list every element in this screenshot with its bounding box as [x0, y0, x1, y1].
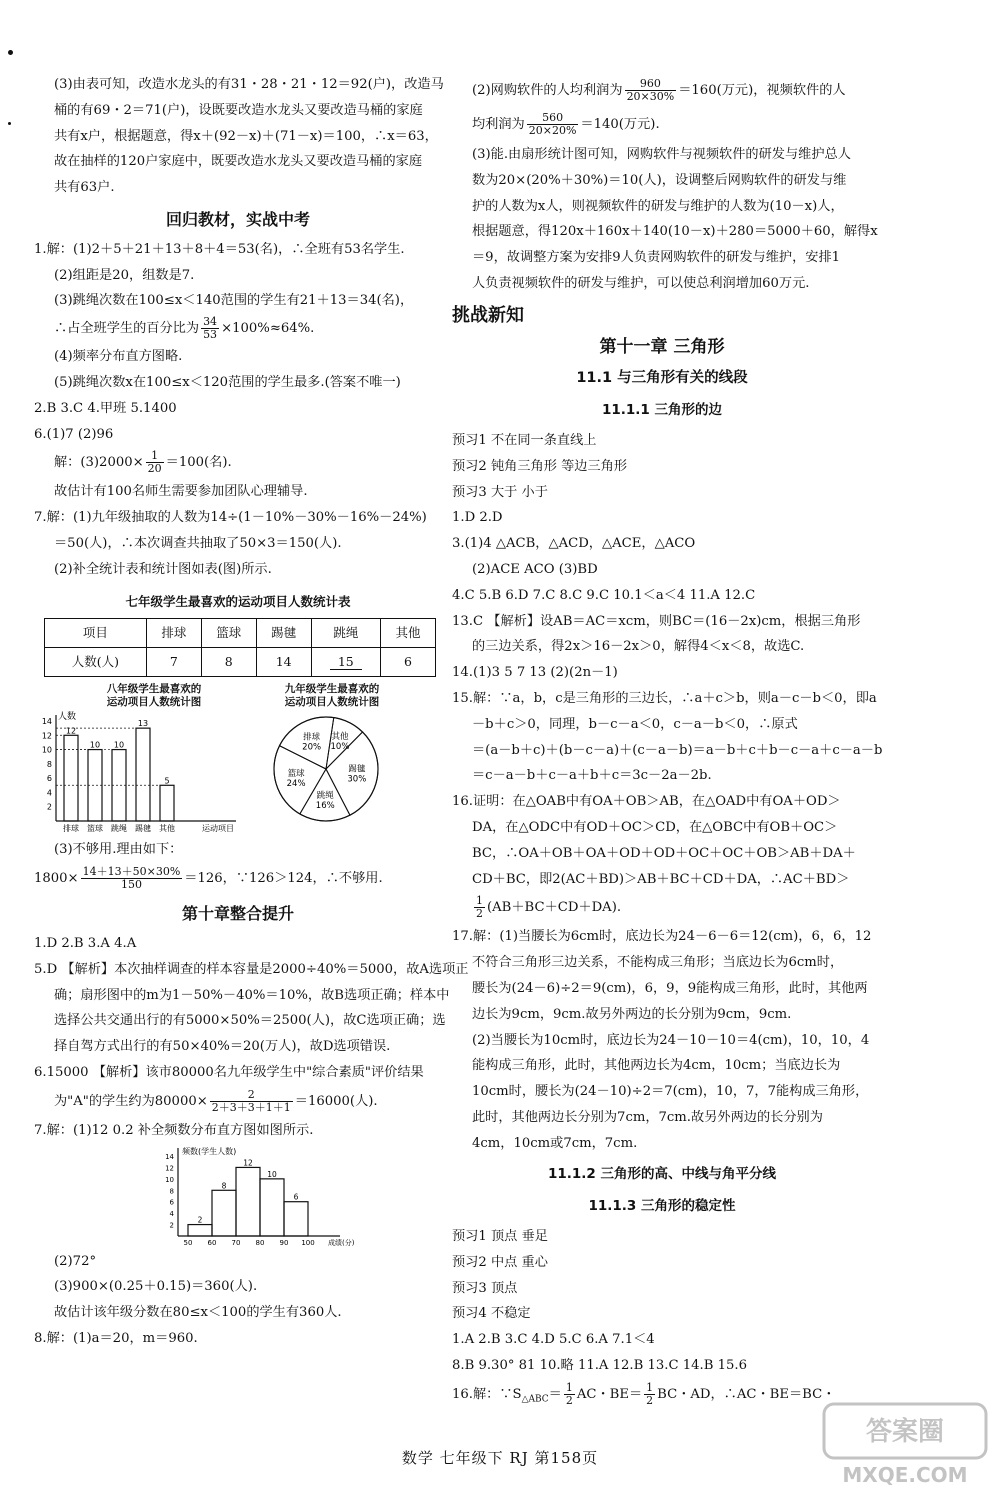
table-cell: 14	[256, 648, 311, 677]
text-line: 预习1 不在同一条直线上	[452, 432, 597, 448]
numerator: 14＋13＋50×30%	[82, 865, 181, 879]
text-line: 护的人数为x人，则视频软件的研发与维护的人数为(10－x)人，	[472, 198, 844, 214]
text-line: 共有63户.	[54, 180, 115, 196]
text-fragment: ∴占全班学生的百分比为	[54, 321, 200, 337]
bar	[64, 736, 78, 822]
text-line: 根据题意，得120x＋160x＋140(10－x)＋280＝5000＋60，解得x	[472, 224, 878, 240]
text-fragment: ＝100(名).	[165, 455, 232, 471]
grade9-pie-chart	[266, 711, 396, 831]
text-fragment: (2)网购软件的人均利润为	[472, 83, 623, 98]
data-label: 12	[65, 726, 77, 736]
text-line	[34, 314, 442, 344]
data-label: 10	[267, 1169, 277, 1179]
table-header-cell: 其他	[381, 619, 436, 648]
text-fragment: ＝140(万元).	[580, 117, 660, 132]
grade8-bar-chart	[34, 709, 264, 839]
text-line: 6.(1)7 (2)96	[34, 426, 114, 442]
text-fragment: AC・BE＝	[576, 1386, 643, 1402]
bar	[88, 750, 102, 821]
data-label: 8	[221, 1180, 227, 1190]
x-tick-label: 60	[207, 1238, 217, 1247]
watermark-logo	[820, 1400, 990, 1490]
table-cell: 7	[146, 648, 201, 677]
y-tick-label: 2	[169, 1221, 174, 1230]
text-fragment: BC・AD，∴AC・BE＝BC・	[657, 1386, 836, 1402]
frequency-histogram	[144, 1144, 355, 1249]
text-line: 故在抽样的120户家庭中，既要改造水龙头又要改造马桶的家庭	[54, 154, 423, 170]
x-axis-label: 成绩(分)	[328, 1238, 355, 1247]
text-line: 预习3 大于 小于	[452, 484, 548, 500]
charts-area	[34, 677, 442, 837]
fraction	[527, 112, 579, 137]
text-line	[34, 863, 442, 895]
part-title: 挑战新知	[452, 304, 524, 326]
x-tick-label: 跳绳	[111, 824, 127, 834]
text-line: 择自驾方式出行的有50×40%＝20(万人)，故D选项错误.	[54, 1039, 391, 1055]
text-line: 17.解：(1)当腰长为6cm时，底边长为24－6－6＝12(cm)，6，6，12	[452, 929, 872, 945]
section-title: 11.1 与三角形有关的线段	[576, 370, 748, 387]
x-tick-label: 80	[255, 1238, 265, 1247]
text-line	[34, 1086, 442, 1118]
text-line: (2)补全统计表和统计图如表(图)所示.	[54, 561, 272, 577]
text-line: 预习2 中点 重心	[452, 1254, 548, 1270]
histogram-bar	[260, 1178, 284, 1235]
text-line: (3)能.由扇形统计图可知，网购软件与视频软件的研发与维护总人	[472, 147, 851, 162]
text-fragment: 解：(3)2000×	[54, 455, 144, 471]
table-row	[45, 648, 436, 677]
text-fragment: (AB＋BC＋CD＋DA).	[487, 900, 622, 916]
y-tick-label: 4	[169, 1209, 174, 1218]
y-tick-label: 2	[46, 803, 52, 813]
text-line: (3)不够用.理由如下：	[54, 842, 183, 858]
y-tick-label: 4	[46, 788, 52, 798]
fraction	[474, 895, 485, 920]
text-line: 15.解：∵a，b，c是三角形的三边长，∴a＋c＞b，则a－c－b＜0，即a	[452, 690, 877, 706]
x-tick-label: 90	[279, 1238, 289, 1247]
text-line: 的三边关系，得2x＞16－2x＞0，解得4＜x＜8，故选C.	[472, 639, 805, 655]
y-tick-label: 6	[46, 774, 52, 784]
text-line: 3.(1)4 △ACB，△ACD，△ACE，△ACO	[452, 536, 696, 552]
text-fragment: 为"A"的学生约为80000×	[54, 1093, 208, 1109]
y-tick-label: 12	[165, 1163, 174, 1172]
table-header-cell: 篮球	[201, 619, 256, 648]
text-fragment: ＝	[548, 1386, 562, 1402]
slice-label: 篮球	[287, 769, 305, 780]
text-line: 预习2 钝角三角形 等边三角形	[452, 458, 628, 474]
svg-text:答案圈: 答案圈	[865, 1417, 945, 1447]
text-line: 人负责视频软件的研发与维护，可以使总利润增加60万元.	[472, 275, 810, 291]
text-line: 故估计有100名师生需要参加团队心理辅导.	[54, 484, 308, 500]
numerator: 1	[476, 894, 483, 908]
text-line: 1.D 2.D	[452, 510, 503, 526]
x-tick-label: 篮球	[87, 824, 103, 834]
y-tick-label: 10	[165, 1175, 174, 1184]
fraction	[564, 1382, 575, 1407]
bullet-dot	[8, 122, 11, 125]
text-line: 数为20×(20%＋30%)＝10(人)，设调整后网购软件的研发与维	[472, 172, 847, 188]
table-header-cell: 踢毽	[256, 619, 311, 648]
text-line: 13.C 【解析】设AB＝AC＝xcm，则BC＝(16－2x)cm，根据三角形	[452, 613, 861, 629]
y-tick-label: 8	[46, 760, 52, 770]
text-line: 预习3 顶点	[452, 1280, 518, 1296]
denominator: 2	[646, 1393, 654, 1407]
numerator: 960	[625, 78, 677, 91]
denominator: 2	[476, 907, 483, 921]
numerator: 1	[646, 1380, 654, 1394]
x-tick-label: 其他	[159, 824, 175, 834]
numerator: 2	[210, 1089, 293, 1102]
y-axis-label: 人数	[58, 712, 77, 723]
numerator: 1	[146, 450, 164, 463]
data-label: 2	[197, 1215, 203, 1225]
bullet-dot	[8, 50, 13, 55]
text-line: (3)由表可知，改造水龙头的有31・28・21・12＝92(户)，改造马	[54, 77, 444, 92]
table-row-label: 人数(人)	[45, 648, 147, 677]
data-label: 10	[89, 740, 101, 750]
page-footer: 数学 七年级下 RJ 第158页	[401, 1449, 599, 1467]
text-line: 此时，其他两边长分别为7cm，7cm.故另外两边的长分别为	[472, 1109, 823, 1125]
text-line: 不符合三角形三边关系，不能构成三角形；当底边长为6cm时，	[472, 955, 844, 971]
text-line: (5)跳绳次数x在100≤x＜120范围的学生最多.(答案不唯一)	[54, 374, 401, 390]
subsection-title: 11.1.1 三角形的边	[601, 402, 723, 419]
right-column	[452, 74, 883, 1416]
fraction	[81, 866, 183, 891]
bar	[160, 786, 174, 822]
text-line: 8.解：(1)a＝20，m＝960.	[34, 1330, 198, 1346]
x-tick-label: 排球	[63, 824, 79, 834]
text-line	[452, 74, 872, 108]
y-tick-label: 14	[41, 717, 52, 727]
text-line: (2)ACE ACO (3)BD	[472, 561, 598, 577]
numerator: 34	[203, 315, 218, 329]
text-line: ＝9，故调整方案为安排9人负责网购软件的研发与维护，安排1	[472, 250, 841, 266]
slice-label: 排球	[303, 732, 321, 743]
text-line: ＝(a－b＋c)＋(b－c－a)＋(c－a－b)＝a－b＋c＋b－c－a＋c－a－b	[472, 742, 883, 758]
numerator: 560	[527, 112, 579, 125]
text-line: ＝50(人)，∴本次调查共抽取了50×3＝150(人).	[54, 535, 342, 551]
text-line: (2)72°	[54, 1253, 97, 1269]
text-line	[34, 447, 442, 479]
table-header-cell: 排球	[146, 619, 201, 648]
text-line: 选择公共交通出行的有5000×50%＝2500(人)，故C选项正确；选	[54, 1013, 446, 1029]
text-fragment: 16.解：∵S	[452, 1386, 522, 1402]
table-header-cell: 项目	[45, 619, 147, 648]
y-tick-label: 10	[41, 745, 52, 755]
y-tick-label: 12	[41, 731, 52, 741]
text-fragment: ＝160(万元)，视频软件的人	[678, 83, 846, 98]
text-line: 边长为9cm，9cm.故另外两边的长分别为9cm，9cm.	[472, 1006, 792, 1022]
bar-chart-caption: 八年级学生最喜欢的 运动项目人数统计图	[106, 683, 202, 709]
text-line: 腰长为(24－6)÷2＝9(cm)，6，9，9能构成三角形，此时，其他两	[472, 980, 868, 996]
text-line: 16.证明：在△OAB中有OA＋OB＞AB，在△OAD中有OA＋OD＞	[452, 794, 841, 810]
text-line	[452, 892, 872, 924]
fraction	[644, 1382, 655, 1407]
text-fragment: 1800×	[34, 871, 79, 887]
text-line: 桶的有69・2＝71(户)，设既要改造水龙头又要改造马桶的家庭	[54, 102, 423, 118]
watermark-text: MXQE.COM	[842, 1463, 968, 1487]
stats-table	[44, 618, 436, 677]
histogram-bar	[188, 1224, 212, 1235]
left-column	[34, 72, 469, 1352]
fraction	[210, 1089, 293, 1114]
histogram-bar	[236, 1167, 260, 1236]
text-line: 7.解：(1)九年级抽取的人数为14÷(1－10%－30%－16%－24%)	[34, 510, 427, 526]
table-cell-filled: 15	[330, 654, 362, 670]
y-tick-label: 14	[165, 1152, 174, 1161]
slice-label: 10%	[330, 742, 350, 753]
table-title: 七年级学生最喜欢的运动项目人数统计表	[125, 593, 351, 609]
text-line: CD＋BC，即2(AC＋BD)＞AB＋BC＋CD＋DA，∴AC＋BD＞	[472, 871, 850, 887]
bar	[112, 750, 126, 821]
text-line: (3)900×(0.25＋0.15)＝360(人).	[54, 1279, 258, 1295]
text-line: 预习4 不稳定	[452, 1306, 531, 1322]
text-line: 故估计该年级分数在80≤x＜100的学生有360人.	[54, 1305, 342, 1321]
denominator: 2	[565, 1393, 573, 1407]
pie-chart-caption: 九年级学生最喜欢的 运动项目人数统计图	[284, 683, 380, 709]
x-axis-label: 运动项目	[202, 824, 234, 834]
slice-label: 踢毽	[348, 765, 366, 776]
denominator: 20×30%	[626, 90, 675, 103]
y-tick-label: 8	[169, 1186, 174, 1195]
table-cell: 8	[201, 648, 256, 677]
data-label: 6	[293, 1192, 299, 1202]
table-cell: 6	[381, 648, 436, 677]
histogram-bar	[212, 1190, 236, 1236]
text-line: 能构成三角形，此时，其他两边长为4cm，10cm；当底边长为	[472, 1058, 841, 1074]
subsection-title: 11.1.2 三角形的高、中线与角平分线	[547, 1166, 777, 1183]
fraction	[201, 316, 219, 341]
text-line: 预习1 顶点 垂足	[452, 1229, 548, 1245]
data-label: 12	[243, 1157, 253, 1167]
denominator: 53	[203, 328, 218, 342]
subsection-title: 11.1.3 三角形的稳定性	[588, 1198, 736, 1215]
section-title: 第十章整合提升	[181, 904, 294, 924]
subscript: △ABC	[521, 1394, 549, 1405]
text-line: －b＋c＞0，同理，b－c－a＜0，c－a－b＜0，∴原式	[472, 716, 798, 732]
x-tick-label: 50	[183, 1238, 193, 1247]
text-line: (2)组距是20，组数是7.	[54, 267, 195, 283]
fraction	[146, 450, 164, 475]
text-line: 4cm，10cm或7cm，7cm.	[472, 1135, 638, 1151]
y-tick-label: 6	[169, 1198, 174, 1207]
slice-label: 其他	[331, 732, 349, 743]
x-tick-label: 100	[301, 1238, 315, 1247]
text-line: BC，∴OA＋OB＋OA＋OD＋OD＋OC＋OC＋OB＞AB＋DA＋	[472, 845, 856, 861]
text-line: (4)频率分布直方图略.	[54, 349, 183, 365]
text-line: 2.B 3.C 4.甲班 5.1400	[34, 400, 177, 416]
text-line	[452, 108, 872, 142]
slice-label: 16%	[315, 801, 335, 812]
text-fragment: ＝16000(人).	[294, 1093, 378, 1109]
text-fragment: ×100%≈64%.	[221, 321, 315, 337]
text-line: 4.C 5.B 6.D 7.C 8.C 9.C 10.1＜a＜4 11.A 12.C	[452, 587, 756, 603]
fraction	[625, 78, 677, 103]
text-line: 6.15000 【解析】该市80000名九年级学生中"综合素质"评价结果	[34, 1064, 424, 1080]
denominator: 150	[120, 878, 142, 892]
numerator: 1	[565, 1380, 573, 1394]
section-title: 回归教材，实战中考	[165, 209, 310, 229]
text-fragment: ＝126，∵126＞124，∴不够用.	[184, 871, 383, 887]
text-line: 确；扇形图中的m为1－50%－40%＝10%，故B选项正确；样本中	[54, 987, 450, 1003]
text-line: 共有x户，根据题意，得x＋(92－x)＋(71－x)＝100，∴x＝63，	[54, 128, 438, 144]
denominator: 2＋3＋3＋1＋1	[211, 1100, 291, 1114]
x-tick-label: 踢毽	[135, 824, 151, 834]
table-cell	[311, 648, 380, 677]
bar	[136, 728, 150, 821]
data-label: 10	[113, 740, 125, 750]
text-fragment: 均利润为	[472, 117, 525, 132]
text-line: 1.D 2.B 3.A 4.A	[34, 935, 137, 951]
text-line: 14.(1)3 5 7 13 (2)(2n－1)	[452, 665, 618, 681]
text-line: DA，在△ODC中有OD＋OC＞CD，在△OBC中有OB＋OC＞	[472, 819, 838, 835]
slice-label: 跳绳	[316, 791, 334, 802]
text-line: 10cm时，腰长为(24－10)÷2＝7(cm)，10，7，7能构成三角形，	[472, 1084, 869, 1100]
text-line: ＝c－a－b＋c－a＋b＋c＝3c－2a－2b.	[472, 768, 712, 784]
text-line: (2)当腰长为10cm时，底边长为24－10－10＝4(cm)，10，10，4	[472, 1032, 870, 1048]
slice-label: 24%	[286, 779, 306, 790]
slice-label: 30%	[347, 775, 367, 786]
slice-label: 20%	[302, 742, 322, 753]
x-tick-label: 70	[231, 1238, 241, 1247]
text-line: 8.B 9.30° 81 10.略 11.A 12.B 13.C 14.B 15.6	[452, 1358, 747, 1374]
data-label: 13	[137, 719, 149, 729]
y-axis-label: 频数(学生人数)	[182, 1146, 237, 1156]
denominator: 20	[147, 462, 162, 476]
histogram-bar	[284, 1201, 308, 1235]
text-line: (3)跳绳次数在100≤x＜140范围的学生有21＋13＝34(名)，	[54, 293, 414, 309]
chapter-title: 第十一章 三角形	[599, 336, 725, 357]
text-line: 1.解：(1)2＋5＋21＋13＋8＋4＝53(名)，∴全班有53名学生.	[34, 241, 405, 257]
data-label: 5	[164, 776, 170, 786]
table-header-row	[45, 619, 436, 648]
text-line: 5.D 【解析】本次抽样调查的样本容量是2000÷40%＝5000，故A选项正	[34, 961, 469, 977]
denominator: 20×20%	[528, 124, 577, 137]
table-header-cell: 跳绳	[311, 619, 380, 648]
text-line: 7.解：(1)12 0.2 补全频数分布直方图如图所示.	[34, 1122, 314, 1138]
text-line: 1.A 2.B 3.C 4.D 5.C 6.A 7.1＜4	[452, 1332, 655, 1348]
text-line	[452, 1379, 872, 1416]
